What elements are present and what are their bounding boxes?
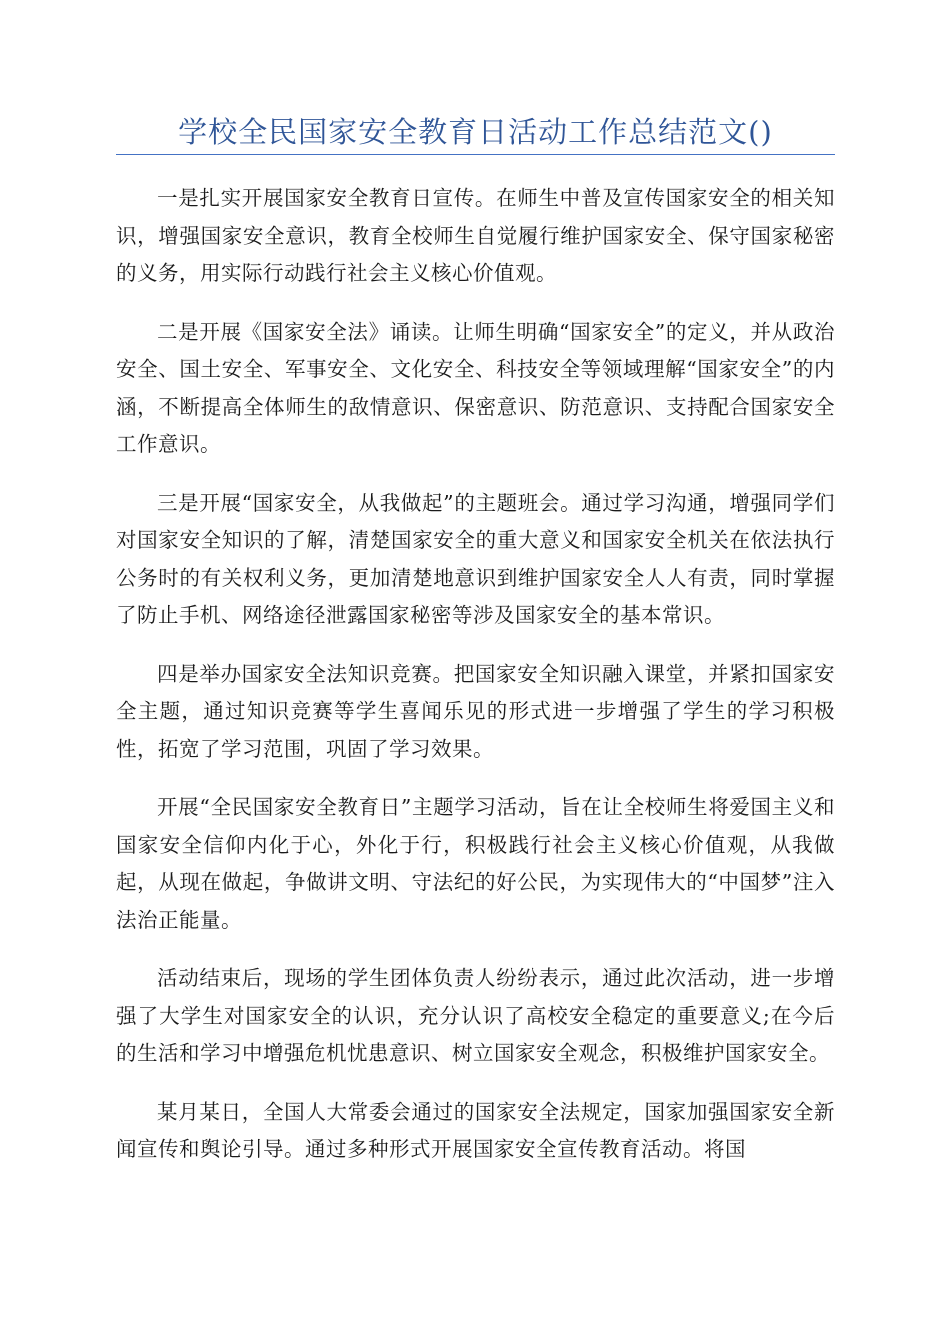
paragraph-3: 三是开展“国家安全，从我做起”的主题班会。通过学习沟通，增强同学们对国家安全知识的了解，清楚国家安全的重大意义和国家安全机关在依法执行公务时的有关权利义务，更加清楚地意识到维护国家安全人人有责，同时掌握了防止手机、网络途径泄露国家秘密等涉及国家安全的基本常识。 xyxy=(116,490,835,627)
paragraph-4: 四是举办国家安全法知识竞赛。把国家安全知识融入课堂，并紧扣国家安全主题，通过知识竞赛等学生喜闻乐见的形式进一步增强了学生的学习积极性，拓宽了学习范围，巩固了学习效果。 xyxy=(116,661,835,761)
title-underline xyxy=(116,154,835,155)
paragraph-6: 活动结束后，现场的学生团体负责人纷纷表示，通过此次活动，进一步增强了大学生对国家安全的认识，充分认识了高校安全稳定的重要意义;在今后的生活和学习中增强危机忧患意识、树立国家安全观念，积极维护国家安全。 xyxy=(116,966,835,1065)
document-body xyxy=(116,180,835,1190)
paragraph-7: 某月某日，全国人大常委会通过的国家安全法规定，国家加强国家安全新闻宣传和舆论引导。通过多种形式开展国家安全宣传教育活动。将国 xyxy=(116,1099,835,1161)
paragraph-2: 二是开展《国家安全法》诵读。让师生明确“国家安全”的定义，并从政治安全、国土安全、军事安全、文化安全、科技安全等领域理解“国家安全”的内涵，不断提高全体师生的敌情意识、保密意识、防范意识、支持配合国家安全工作意识。 xyxy=(116,319,835,456)
paragraph-1: 一是扎实开展国家安全教育日宣传。在师生中普及宣传国家安全的相关知识，增强国家安全意识，教育全校师生自觉履行维护国家安全、保守国家秘密的义务，用实际行动践行社会主义核心价值观。 xyxy=(116,186,835,285)
document-title: 学校全民国家安全教育日活动工作总结范文() xyxy=(178,115,773,149)
paragraph-5: 开展“全民国家安全教育日”主题学习活动，旨在让全校师生将爱国主义和国家安全信仰内化于心，外化于行，积极践行社会主义核心价值观，从我做起，从现在做起，争做讲文明、守法纪的好公民，为实现伟大的“中国梦”注入法治正能量。 xyxy=(116,795,835,932)
